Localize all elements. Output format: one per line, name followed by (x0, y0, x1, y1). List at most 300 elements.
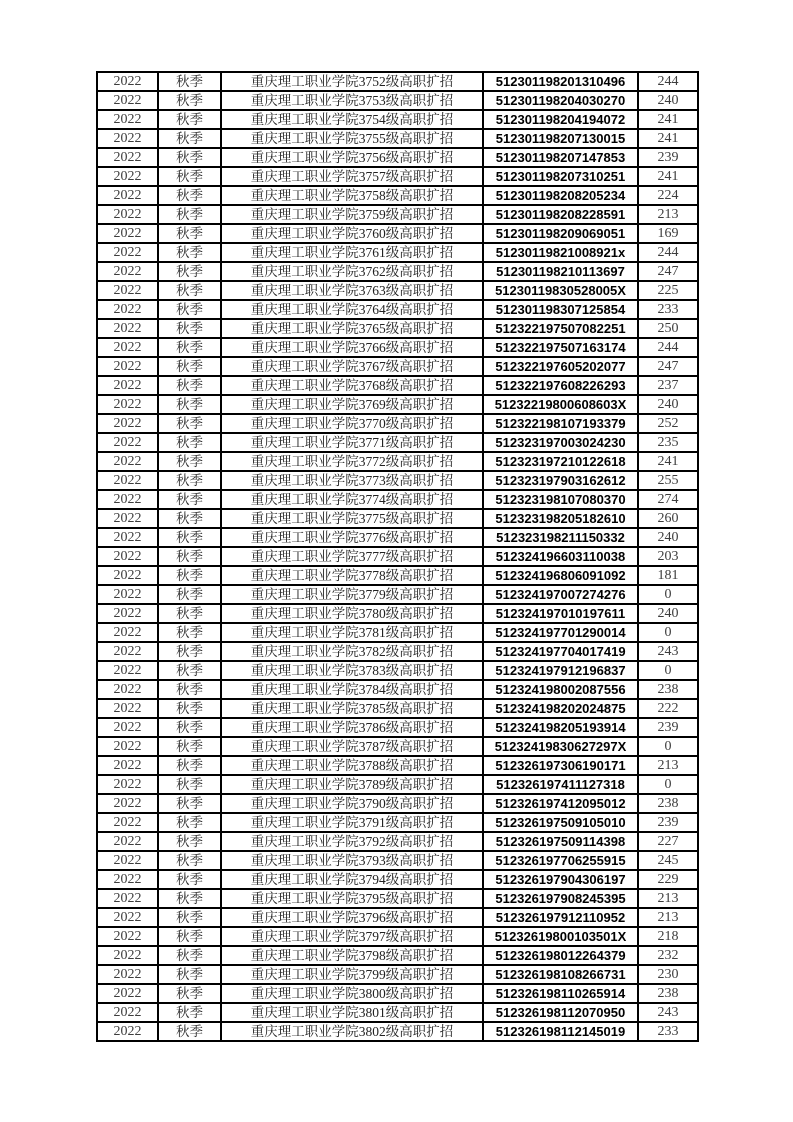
year-cell: 2022 (97, 433, 158, 452)
table-row (97, 376, 698, 395)
score-cell: 0 (638, 775, 698, 794)
year-cell: 2022 (97, 547, 158, 566)
season-cell: 秋季 (158, 490, 221, 509)
year-cell: 2022 (97, 338, 158, 357)
year-cell: 2022 (97, 91, 158, 110)
id-number-cell: 51232419830627297X (483, 737, 638, 756)
school-class-cell: 重庆理工职业学院3758级高职扩招 (221, 186, 483, 205)
year-cell: 2022 (97, 528, 158, 547)
season-cell: 秋季 (158, 148, 221, 167)
season-cell: 秋季 (158, 680, 221, 699)
id-number-cell: 512301198209069051 (483, 224, 638, 243)
table-row (97, 585, 698, 604)
id-number-cell: 512324198202024875 (483, 699, 638, 718)
school-class-cell: 重庆理工职业学院3773级高职扩招 (221, 471, 483, 490)
score-cell: 237 (638, 376, 698, 395)
score-cell: 213 (638, 908, 698, 927)
year-cell: 2022 (97, 1022, 158, 1041)
season-cell: 秋季 (158, 167, 221, 186)
score-cell: 233 (638, 1022, 698, 1041)
table-row (97, 946, 698, 965)
score-cell: 244 (638, 243, 698, 262)
season-cell: 秋季 (158, 737, 221, 756)
year-cell: 2022 (97, 642, 158, 661)
score-cell: 0 (638, 737, 698, 756)
table-row (97, 433, 698, 452)
school-class-cell: 重庆理工职业学院3756级高职扩招 (221, 148, 483, 167)
table-row (97, 547, 698, 566)
score-cell: 238 (638, 984, 698, 1003)
score-cell: 235 (638, 433, 698, 452)
score-cell: 0 (638, 623, 698, 642)
school-class-cell: 重庆理工职业学院3768级高职扩招 (221, 376, 483, 395)
id-number-cell: 512326197706255915 (483, 851, 638, 870)
id-number-cell: 51232219800608603X (483, 395, 638, 414)
season-cell: 秋季 (158, 262, 221, 281)
score-cell: 241 (638, 167, 698, 186)
school-class-cell: 重庆理工职业学院3764级高职扩招 (221, 300, 483, 319)
school-class-cell: 重庆理工职业学院3787级高职扩招 (221, 737, 483, 756)
id-number-cell: 512326197908245395 (483, 889, 638, 908)
score-cell: 260 (638, 509, 698, 528)
school-class-cell: 重庆理工职业学院3802级高职扩招 (221, 1022, 483, 1041)
score-cell: 250 (638, 319, 698, 338)
year-cell: 2022 (97, 566, 158, 585)
year-cell: 2022 (97, 148, 158, 167)
id-number-cell: 512326198110265914 (483, 984, 638, 1003)
id-number-cell: 512322198107193379 (483, 414, 638, 433)
table-row (97, 737, 698, 756)
table-row (97, 205, 698, 224)
year-cell: 2022 (97, 813, 158, 832)
id-number-cell: 512323198205182610 (483, 509, 638, 528)
table-row (97, 262, 698, 281)
year-cell: 2022 (97, 509, 158, 528)
season-cell: 秋季 (158, 186, 221, 205)
score-cell: 203 (638, 547, 698, 566)
school-class-cell: 重庆理工职业学院3763级高职扩招 (221, 281, 483, 300)
season-cell: 秋季 (158, 129, 221, 148)
score-cell: 213 (638, 205, 698, 224)
score-cell: 225 (638, 281, 698, 300)
season-cell: 秋季 (158, 813, 221, 832)
score-cell: 240 (638, 604, 698, 623)
school-class-cell: 重庆理工职业学院3797级高职扩招 (221, 927, 483, 946)
score-cell: 224 (638, 186, 698, 205)
school-class-cell: 重庆理工职业学院3767级高职扩招 (221, 357, 483, 376)
school-class-cell: 重庆理工职业学院3786级高职扩招 (221, 718, 483, 737)
year-cell: 2022 (97, 414, 158, 433)
id-number-cell: 512324197704017419 (483, 642, 638, 661)
score-cell: 245 (638, 851, 698, 870)
records-table-wrap (96, 71, 699, 1042)
season-cell: 秋季 (158, 1003, 221, 1022)
school-class-cell: 重庆理工职业学院3785级高职扩招 (221, 699, 483, 718)
table-row (97, 870, 698, 889)
school-class-cell: 重庆理工职业学院3771级高职扩招 (221, 433, 483, 452)
school-class-cell: 重庆理工职业学院3760级高职扩招 (221, 224, 483, 243)
table-row (97, 1003, 698, 1022)
year-cell: 2022 (97, 167, 158, 186)
id-number-cell: 512301198208228591 (483, 205, 638, 224)
id-number-cell: 512326198012264379 (483, 946, 638, 965)
school-class-cell: 重庆理工职业学院3781级高职扩招 (221, 623, 483, 642)
score-cell: 227 (638, 832, 698, 851)
table-row (97, 813, 698, 832)
id-number-cell: 512324197010197611 (483, 604, 638, 623)
school-class-cell: 重庆理工职业学院3789级高职扩招 (221, 775, 483, 794)
id-number-cell: 512324196603110038 (483, 547, 638, 566)
table-row (97, 756, 698, 775)
score-cell: 247 (638, 262, 698, 281)
score-cell: 229 (638, 870, 698, 889)
year-cell: 2022 (97, 718, 158, 737)
season-cell: 秋季 (158, 243, 221, 262)
season-cell: 秋季 (158, 547, 221, 566)
score-cell: 0 (638, 585, 698, 604)
id-number-cell: 512326198112145019 (483, 1022, 638, 1041)
season-cell: 秋季 (158, 471, 221, 490)
year-cell: 2022 (97, 756, 158, 775)
season-cell: 秋季 (158, 205, 221, 224)
season-cell: 秋季 (158, 623, 221, 642)
year-cell: 2022 (97, 243, 158, 262)
season-cell: 秋季 (158, 604, 221, 623)
season-cell: 秋季 (158, 566, 221, 585)
season-cell: 秋季 (158, 319, 221, 338)
table-row (97, 604, 698, 623)
school-class-cell: 重庆理工职业学院3783级高职扩招 (221, 661, 483, 680)
season-cell: 秋季 (158, 585, 221, 604)
score-cell: 218 (638, 927, 698, 946)
table-row (97, 661, 698, 680)
year-cell: 2022 (97, 889, 158, 908)
season-cell: 秋季 (158, 224, 221, 243)
table-row (97, 832, 698, 851)
season-cell: 秋季 (158, 528, 221, 547)
school-class-cell: 重庆理工职业学院3775级高职扩招 (221, 509, 483, 528)
score-cell: 239 (638, 148, 698, 167)
table-row (97, 528, 698, 547)
score-cell: 232 (638, 946, 698, 965)
table-row (97, 243, 698, 262)
season-cell: 秋季 (158, 376, 221, 395)
table-row (97, 908, 698, 927)
score-cell: 0 (638, 661, 698, 680)
score-cell: 244 (638, 338, 698, 357)
score-cell: 274 (638, 490, 698, 509)
table-row (97, 642, 698, 661)
year-cell: 2022 (97, 262, 158, 281)
school-class-cell: 重庆理工职业学院3800级高职扩招 (221, 984, 483, 1003)
id-number-cell: 51232619800103501X (483, 927, 638, 946)
year-cell: 2022 (97, 205, 158, 224)
season-cell: 秋季 (158, 414, 221, 433)
school-class-cell: 重庆理工职业学院3762级高职扩招 (221, 262, 483, 281)
score-cell: 239 (638, 813, 698, 832)
table-row (97, 129, 698, 148)
year-cell: 2022 (97, 319, 158, 338)
id-number-cell: 512322197605202077 (483, 357, 638, 376)
school-class-cell: 重庆理工职业学院3770级高职扩招 (221, 414, 483, 433)
season-cell: 秋季 (158, 984, 221, 1003)
season-cell: 秋季 (158, 72, 221, 91)
year-cell: 2022 (97, 870, 158, 889)
school-class-cell: 重庆理工职业学院3752级高职扩招 (221, 72, 483, 91)
id-number-cell: 512323198211150332 (483, 528, 638, 547)
year-cell: 2022 (97, 224, 158, 243)
season-cell: 秋季 (158, 794, 221, 813)
id-number-cell: 512326197509114398 (483, 832, 638, 851)
school-class-cell: 重庆理工职业学院3779级高职扩招 (221, 585, 483, 604)
school-class-cell: 重庆理工职业学院3753级高职扩招 (221, 91, 483, 110)
table-row (97, 566, 698, 585)
school-class-cell: 重庆理工职业学院3776级高职扩招 (221, 528, 483, 547)
year-cell: 2022 (97, 129, 158, 148)
id-number-cell: 512324197701290014 (483, 623, 638, 642)
season-cell: 秋季 (158, 509, 221, 528)
year-cell: 2022 (97, 281, 158, 300)
score-cell: 213 (638, 756, 698, 775)
table-row (97, 509, 698, 528)
season-cell: 秋季 (158, 1022, 221, 1041)
score-cell: 252 (638, 414, 698, 433)
school-class-cell: 重庆理工职业学院3792级高职扩招 (221, 832, 483, 851)
season-cell: 秋季 (158, 889, 221, 908)
id-number-cell: 512323197903162612 (483, 471, 638, 490)
score-cell: 238 (638, 794, 698, 813)
season-cell: 秋季 (158, 832, 221, 851)
season-cell: 秋季 (158, 699, 221, 718)
table-row (97, 186, 698, 205)
season-cell: 秋季 (158, 300, 221, 319)
score-cell: 244 (638, 72, 698, 91)
year-cell: 2022 (97, 72, 158, 91)
school-class-cell: 重庆理工职业学院3766级高职扩招 (221, 338, 483, 357)
school-class-cell: 重庆理工职业学院3755级高职扩招 (221, 129, 483, 148)
table-row (97, 889, 698, 908)
year-cell: 2022 (97, 110, 158, 129)
id-number-cell: 512301198207147853 (483, 148, 638, 167)
school-class-cell: 重庆理工职业学院3798级高职扩招 (221, 946, 483, 965)
table-row (97, 319, 698, 338)
school-class-cell: 重庆理工职业学院3799级高职扩招 (221, 965, 483, 984)
year-cell: 2022 (97, 623, 158, 642)
season-cell: 秋季 (158, 756, 221, 775)
table-row (97, 338, 698, 357)
school-class-cell: 重庆理工职业学院3801级高职扩招 (221, 1003, 483, 1022)
year-cell: 2022 (97, 946, 158, 965)
score-cell: 181 (638, 566, 698, 585)
id-number-cell: 512301198201310496 (483, 72, 638, 91)
score-cell: 240 (638, 91, 698, 110)
table-row (97, 680, 698, 699)
school-class-cell: 重庆理工职业学院3788级高职扩招 (221, 756, 483, 775)
season-cell: 秋季 (158, 851, 221, 870)
season-cell: 秋季 (158, 908, 221, 927)
score-cell: 239 (638, 718, 698, 737)
score-cell: 213 (638, 889, 698, 908)
school-class-cell: 重庆理工职业学院3757级高职扩招 (221, 167, 483, 186)
id-number-cell: 512326198112070950 (483, 1003, 638, 1022)
id-number-cell: 512301198207130015 (483, 129, 638, 148)
school-class-cell: 重庆理工职业学院3782级高职扩招 (221, 642, 483, 661)
season-cell: 秋季 (158, 452, 221, 471)
id-number-cell: 512326197912110952 (483, 908, 638, 927)
season-cell: 秋季 (158, 870, 221, 889)
school-class-cell: 重庆理工职业学院3791级高职扩招 (221, 813, 483, 832)
season-cell: 秋季 (158, 775, 221, 794)
school-class-cell: 重庆理工职业学院3761级高职扩招 (221, 243, 483, 262)
table-row (97, 699, 698, 718)
score-cell: 241 (638, 129, 698, 148)
score-cell: 241 (638, 452, 698, 471)
season-cell: 秋季 (158, 965, 221, 984)
table-row (97, 1022, 698, 1041)
year-cell: 2022 (97, 984, 158, 1003)
score-cell: 243 (638, 1003, 698, 1022)
id-number-cell: 512301198210113697 (483, 262, 638, 281)
season-cell: 秋季 (158, 395, 221, 414)
id-number-cell: 512326197904306197 (483, 870, 638, 889)
table-row (97, 395, 698, 414)
id-number-cell: 512301198204030270 (483, 91, 638, 110)
year-cell: 2022 (97, 1003, 158, 1022)
table-row (97, 357, 698, 376)
school-class-cell: 重庆理工职业学院3754级高职扩招 (221, 110, 483, 129)
year-cell: 2022 (97, 585, 158, 604)
table-row (97, 452, 698, 471)
id-number-cell: 512301198207310251 (483, 167, 638, 186)
year-cell: 2022 (97, 357, 158, 376)
table-row (97, 927, 698, 946)
id-number-cell: 512322197507163174 (483, 338, 638, 357)
year-cell: 2022 (97, 965, 158, 984)
table-row (97, 72, 698, 91)
table-row (97, 984, 698, 1003)
table-row (97, 794, 698, 813)
id-number-cell: 512324198002087556 (483, 680, 638, 699)
year-cell: 2022 (97, 832, 158, 851)
season-cell: 秋季 (158, 718, 221, 737)
table-row (97, 91, 698, 110)
table-row (97, 414, 698, 433)
records-table (96, 71, 699, 1042)
year-cell: 2022 (97, 680, 158, 699)
year-cell: 2022 (97, 927, 158, 946)
id-number-cell: 512324197007274276 (483, 585, 638, 604)
id-number-cell: 51230119830528005X (483, 281, 638, 300)
year-cell: 2022 (97, 452, 158, 471)
year-cell: 2022 (97, 471, 158, 490)
id-number-cell: 512326197306190171 (483, 756, 638, 775)
id-number-cell: 512326197412095012 (483, 794, 638, 813)
school-class-cell: 重庆理工职业学院3765级高职扩招 (221, 319, 483, 338)
school-class-cell: 重庆理工职业学院3780级高职扩招 (221, 604, 483, 623)
id-number-cell: 512324196806091092 (483, 566, 638, 585)
year-cell: 2022 (97, 376, 158, 395)
season-cell: 秋季 (158, 661, 221, 680)
school-class-cell: 重庆理工职业学院3794级高职扩招 (221, 870, 483, 889)
table-row (97, 110, 698, 129)
id-number-cell: 512322197608226293 (483, 376, 638, 395)
id-number-cell: 512326198108266731 (483, 965, 638, 984)
id-number-cell: 512323197210122618 (483, 452, 638, 471)
score-cell: 169 (638, 224, 698, 243)
score-cell: 233 (638, 300, 698, 319)
id-number-cell: 512324198205193914 (483, 718, 638, 737)
id-number-cell: 512301198208205234 (483, 186, 638, 205)
table-row (97, 224, 698, 243)
school-class-cell: 重庆理工职业学院3778级高职扩招 (221, 566, 483, 585)
year-cell: 2022 (97, 604, 158, 623)
score-cell: 240 (638, 395, 698, 414)
school-class-cell: 重庆理工职业学院3759级高职扩招 (221, 205, 483, 224)
year-cell: 2022 (97, 699, 158, 718)
school-class-cell: 重庆理工职业学院3793级高职扩招 (221, 851, 483, 870)
year-cell: 2022 (97, 186, 158, 205)
year-cell: 2022 (97, 908, 158, 927)
school-class-cell: 重庆理工职业学院3796级高职扩招 (221, 908, 483, 927)
year-cell: 2022 (97, 661, 158, 680)
season-cell: 秋季 (158, 357, 221, 376)
school-class-cell: 重庆理工职业学院3784级高职扩招 (221, 680, 483, 699)
id-number-cell: 51230119821008921x (483, 243, 638, 262)
season-cell: 秋季 (158, 433, 221, 452)
season-cell: 秋季 (158, 110, 221, 129)
table-row (97, 471, 698, 490)
table-row (97, 965, 698, 984)
table-row (97, 490, 698, 509)
id-number-cell: 512326197509105010 (483, 813, 638, 832)
id-number-cell: 512323197003024230 (483, 433, 638, 452)
year-cell: 2022 (97, 490, 158, 509)
id-number-cell: 512323198107080370 (483, 490, 638, 509)
season-cell: 秋季 (158, 281, 221, 300)
school-class-cell: 重庆理工职业学院3777级高职扩招 (221, 547, 483, 566)
year-cell: 2022 (97, 395, 158, 414)
year-cell: 2022 (97, 737, 158, 756)
score-cell: 238 (638, 680, 698, 699)
id-number-cell: 512322197507082251 (483, 319, 638, 338)
year-cell: 2022 (97, 300, 158, 319)
id-number-cell: 512301198204194072 (483, 110, 638, 129)
score-cell: 230 (638, 965, 698, 984)
table-row (97, 167, 698, 186)
table-row (97, 623, 698, 642)
year-cell: 2022 (97, 775, 158, 794)
score-cell: 247 (638, 357, 698, 376)
score-cell: 243 (638, 642, 698, 661)
year-cell: 2022 (97, 851, 158, 870)
table-row (97, 851, 698, 870)
season-cell: 秋季 (158, 338, 221, 357)
table-row (97, 775, 698, 794)
id-number-cell: 512324197912196837 (483, 661, 638, 680)
school-class-cell: 重庆理工职业学院3790级高职扩招 (221, 794, 483, 813)
year-cell: 2022 (97, 794, 158, 813)
season-cell: 秋季 (158, 91, 221, 110)
id-number-cell: 512301198307125854 (483, 300, 638, 319)
school-class-cell: 重庆理工职业学院3772级高职扩招 (221, 452, 483, 471)
records-table-body (97, 72, 698, 1041)
score-cell: 222 (638, 699, 698, 718)
table-row (97, 300, 698, 319)
table-row (97, 148, 698, 167)
score-cell: 255 (638, 471, 698, 490)
score-cell: 240 (638, 528, 698, 547)
school-class-cell: 重庆理工职业学院3774级高职扩招 (221, 490, 483, 509)
